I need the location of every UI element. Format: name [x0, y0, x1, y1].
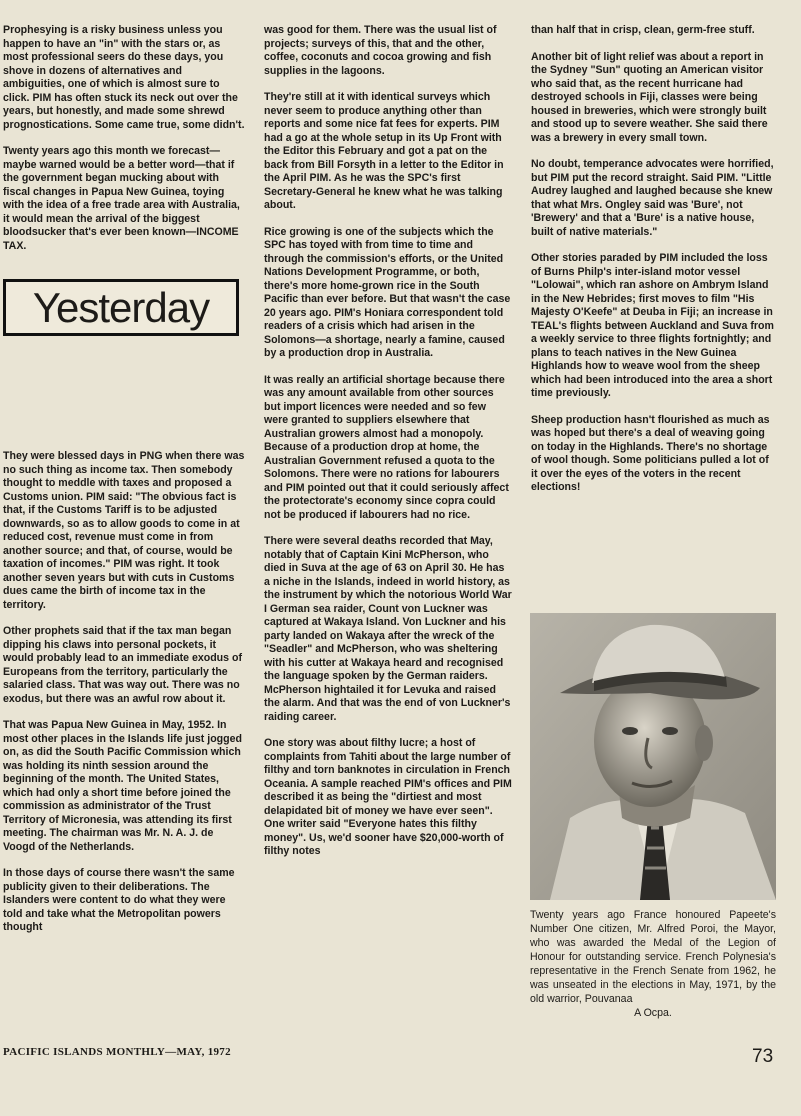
column-1-body	[3, 450, 246, 948]
paragraph: That was Papua New Guinea in May, 1952. In most other places in the Islands life just jogged on, as did the South Pacific Commission which was holding its ninth session around the beginning of the month. The United States, which had only a short time before joined the commission as administrator of the Trust Territory of Micronesia, was attending its first meeting. The chairman was Mr. N. A. J. de Voogd of the Netherlands.	[3, 719, 242, 853]
paragraph: In those days of course there wasn't the same publicity given to their deliberations. The Islanders were content to do what they were told and take what the Metropolitan powers thought	[3, 867, 235, 933]
section-heading: Yesterday	[32, 283, 210, 331]
paragraph: Other stories paraded by PIM included the loss of Burns Philp's inter-island motor vessel "Lolowai", which ran ashore on Ambrym Island in the New Hebrides; first moves to film "His Majesty O'Keefe" at Deuba in Fiji; an increase in TEAL's flights between Auckland and Suva from a weekly service to three flights fortnightly; and plans to teach natives in the New Guinea Highlands how to weave wool from the sheep which had been introduced into the area a short time previously.	[531, 252, 774, 399]
paragraph: Other prophets said that if the tax man began dipping his claws into personal pockets, it would probably lead to an immediate exodus of Europeans from the territory, particularly the salaried class. That was way out. There was no exodus, but there was an awful row about it.	[3, 625, 242, 705]
column-3	[531, 24, 777, 508]
paragraph: One story was about filthy lucre; a host of complaints from Tahiti about the large number of filthy and torn banknotes in circulation in French Oceania. A sample reached PIM's offices and PIM described it as being the "dirtiest and most delapidated bit of money we have ever seen". One writer said "Everyone hates this filthy money". Us, we'd sooner have $20,000-worth of filthy notes	[264, 737, 512, 857]
paragraph: was good for them. There was the usual list of projects; surveys of this, that and the other, coffee, coconuts and cocoa growing and fish supplies in the lagoons.	[264, 24, 497, 77]
paragraph: Sheep production hasn't flourished as much as was hoped but there's a deal of weaving going on today in the Highlands. There's no shortage of wool though. Some politicians pulled a lot of it over the eyes of the voters in the recent elections!	[531, 413, 770, 493]
section-heading-box	[3, 279, 239, 336]
paragraph: It was really an artificial shortage because there was any amount available from other sources but import licences were needed and so few were granted to suppliers elsewhere that Australian growers almost had a monopoly. Because of a production drop at home, the Australian Government refused a quota to the Solomons. There were no rations for labourers and PIM pointed out that it could seriously affect the protectorate's economy since copra could not be produced if labourers had no rice.	[264, 373, 509, 521]
paragraph: No doubt, temperance advocates were horrified, but PIM put the record straight. Said PIM. "Little Audrey laughed and laughed because she knew that what Mrs. Ongley said was 'Bure', not 'Brewery' and that a 'Bure' is a native house, built of native materials."	[531, 158, 774, 238]
portrait-illustration	[530, 613, 776, 900]
paragraph: They were blessed days in PNG when there was no such thing as income tax. Then somebody thought to meddle with taxes and proposed a Customs union. PIM said: "The obvious fact is that, if the Customs Tariff is to be adjusted downwards, so as to allow goods to come in at reduced cost, revenue must come in from another source; and that, of course, would be taxation of incomes." PIM was right. It took another seven years but with cuts in Customs dues came the birth of income tax in the territory.	[3, 450, 245, 611]
portrait-photo	[530, 613, 776, 900]
caption-text: Twenty years ago France honoured Papeete's Number One citizen, Mr. Alfred Poroi, the Mayor, who was awarded the Medal of the Legion of Honour for outstanding service. French Polynesia's representative in the French Senate from 1962, he was unseated in the elections in May, 1971, by the old warrior, Pouvanaa	[530, 909, 776, 1005]
paragraph: Twenty years ago this month we forecast—maybe warned would be a better word—that if the government began mucking about with fiscal changes in Papua New Guinea, toying with the idea of a free trade area with Australia, it would mean the arrival of the biggest bloodsucker that's ever been known—INCOME TAX.	[3, 145, 240, 252]
paragraph: Prophesying is a risky business unless you happen to have an "in" with the stars or, as most professional seers do these days, you shove in dozens of alternatives and ambiguities, one of which is almost sure to click. PIM has often stuck its neck out over the years, but honestly, and made some shrewd prognostications. Some came true, some didn't.	[3, 24, 245, 131]
photo-caption	[530, 908, 776, 1020]
paragraph: than half that in crisp, clean, germ-free stuff.	[531, 24, 755, 36]
column-1	[3, 24, 246, 933]
column-2	[264, 24, 512, 872]
caption-name: A Ocpa.	[634, 1007, 672, 1019]
intro-text	[3, 24, 246, 253]
publication-footer: PACIFIC ISLANDS MONTHLY—MAY, 1972	[3, 1046, 231, 1058]
paragraph: They're still at it with identical surveys which never seem to produce anything other than reports and some nice fat fees for experts. PIM had a go at the whole setup in its Up Front with the Editor this February and got a pat on the back from Bill Forsyth in a letter to the Editor in the April PIM. As he was the SPC's first Secretary-General he knew what he was talking about.	[264, 91, 504, 211]
paragraph: Another bit of light relief was about a report in the Sydney "Sun" quoting an American visitor who said that, as the recent hurricane had destroyed schools in Fiji, classes were being housed in breweries, which were strongly built and stood up to severe weather. She said there was a brewery in every small town.	[531, 50, 768, 144]
paragraph: There were several deaths recorded that May, notably that of Captain Kini McPherson, who died in Suva at the age of 63 on April 30. He has a niche in the Islands, indeed in world history, as the instrument by which the notorious World War I German sea raider, Count von Luckner was captured at Wakaya Island. Von Luckner and his party landed on Wakaya after the wreck of the "Seadler" and McPherson, who was sheltering with his cutter at Wakaya heard and recognised the language spoken by the German raiders. McPherson hightailed it for Levuka and raised the alarm. And that was the end of von Luckner's raiding career.	[264, 535, 512, 723]
paragraph: Rice growing is one of the subjects which the SPC has toyed with from time to time and through the commission's efforts, or the United Nations Development Programme, or both, there's more home-grown rice in the South Pacific than ever before. But that wasn't the case 20 years ago. PIM's Honiara correspondent told readers of a crisis which had arisen in the Solomons—a shortage, nearly a famine, caused by a production drop in Australia.	[264, 225, 511, 359]
page-number: 73	[752, 1046, 774, 1067]
